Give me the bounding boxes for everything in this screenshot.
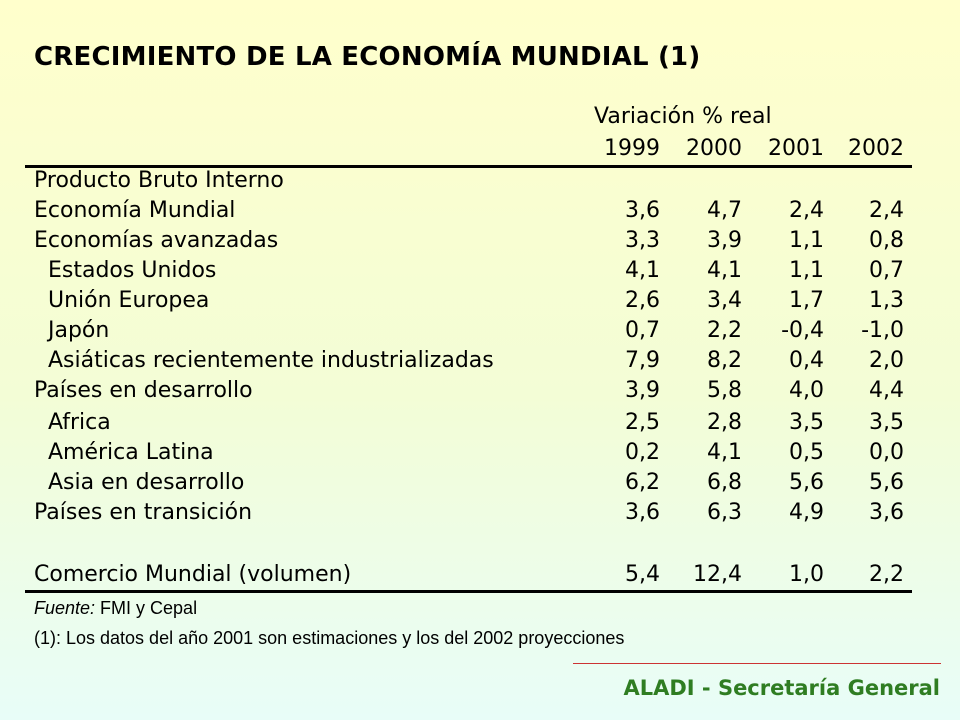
source-label: Fuente: — [34, 598, 96, 618]
table-bottom-rule — [25, 590, 912, 593]
table-cell: 5,8 — [707, 378, 742, 403]
table-header-label: Variación % real — [594, 104, 772, 129]
table-row-label: Estados Unidos — [48, 258, 217, 283]
table-cell: -1,0 — [861, 318, 904, 343]
table-cell: 1,0 — [789, 562, 824, 587]
table-cell: 4,1 — [707, 440, 742, 465]
table-row-label: Comercio Mundial (volumen) — [34, 562, 352, 587]
table-cell: 5,6 — [869, 470, 904, 495]
table-cell: 4,4 — [869, 378, 904, 403]
year-header-2002: 2002 — [848, 136, 904, 161]
table-cell: 8,2 — [707, 348, 742, 373]
table-cell: 2,0 — [869, 348, 904, 373]
table-row-label: Unión Europea — [48, 288, 210, 313]
table-cell: 2,8 — [707, 410, 742, 435]
table-cell: 2,2 — [707, 318, 742, 343]
table-cell: 0,7 — [869, 258, 904, 283]
table-row-label: Países en desarrollo — [34, 378, 253, 403]
table-cell: 4,7 — [707, 198, 742, 223]
table-cell: 4,0 — [789, 378, 824, 403]
table-cell: 1,1 — [789, 228, 824, 253]
table-cell: 2,4 — [789, 198, 824, 223]
table-cell: 3,4 — [707, 288, 742, 313]
table-cell: 6,3 — [707, 500, 742, 525]
table-cell: 6,2 — [625, 470, 660, 495]
year-header-1999: 1999 — [604, 136, 660, 161]
table-cell: 0,8 — [869, 228, 904, 253]
table-cell: 1,1 — [789, 258, 824, 283]
table-cell: 0,4 — [789, 348, 824, 373]
table-cell: 2,4 — [869, 198, 904, 223]
table-cell: 1,7 — [789, 288, 824, 313]
table-cell: -0,4 — [781, 318, 824, 343]
table-cell: 3,5 — [869, 410, 904, 435]
table-cell: 0,2 — [625, 440, 660, 465]
table-row-label: Países en transición — [34, 500, 253, 525]
table-cell: 1,3 — [869, 288, 904, 313]
table-cell: 3,9 — [707, 228, 742, 253]
table-row-label: Economía Mundial — [34, 198, 236, 223]
table-cell: 2,2 — [869, 562, 904, 587]
table-row-label: Economías avanzadas — [34, 228, 279, 253]
table-cell: 2,5 — [625, 410, 660, 435]
table-cell: 3,5 — [789, 410, 824, 435]
table-cell: 0,7 — [625, 318, 660, 343]
table-cell: 3,9 — [625, 378, 660, 403]
year-header-2000: 2000 — [686, 136, 742, 161]
table-cell: 6,8 — [707, 470, 742, 495]
table-cell: 12,4 — [693, 562, 742, 587]
table-cell: 0,5 — [789, 440, 824, 465]
table-row-label: Africa — [48, 410, 111, 435]
table-row-label: Japón — [48, 318, 110, 343]
table-cell: 3,6 — [625, 198, 660, 223]
table-cell: 0,0 — [869, 440, 904, 465]
footnote: (1): Los datos del año 2001 son estimaciones y los del 2002 proyecciones — [34, 628, 625, 648]
source-line — [34, 598, 197, 619]
table-row-label: Producto Bruto Interno — [34, 168, 284, 193]
table-cell: 4,9 — [789, 500, 824, 525]
table-cell: 3,6 — [625, 500, 660, 525]
table-row-label: Asiáticas recientemente industrializadas — [48, 348, 494, 373]
table-cell: 7,9 — [625, 348, 660, 373]
source-text: FMI y Cepal — [95, 598, 198, 618]
table-cell: 5,4 — [625, 562, 660, 587]
table-cell: 2,6 — [625, 288, 660, 313]
table-cell: 3,3 — [625, 228, 660, 253]
page-title: CRECIMIENTO DE LA ECONOMÍA MUNDIAL (1) — [34, 42, 701, 72]
table-cell: 5,6 — [789, 470, 824, 495]
footer-divider — [573, 663, 941, 664]
table-cell: 4,1 — [625, 258, 660, 283]
table-cell: 3,6 — [869, 500, 904, 525]
year-header-2001: 2001 — [768, 136, 824, 161]
footer-org: ALADI - Secretaría General — [623, 676, 940, 700]
table-row-label: América Latina — [48, 440, 214, 465]
table-cell: 4,1 — [707, 258, 742, 283]
table-row-label: Asia en desarrollo — [48, 470, 245, 495]
